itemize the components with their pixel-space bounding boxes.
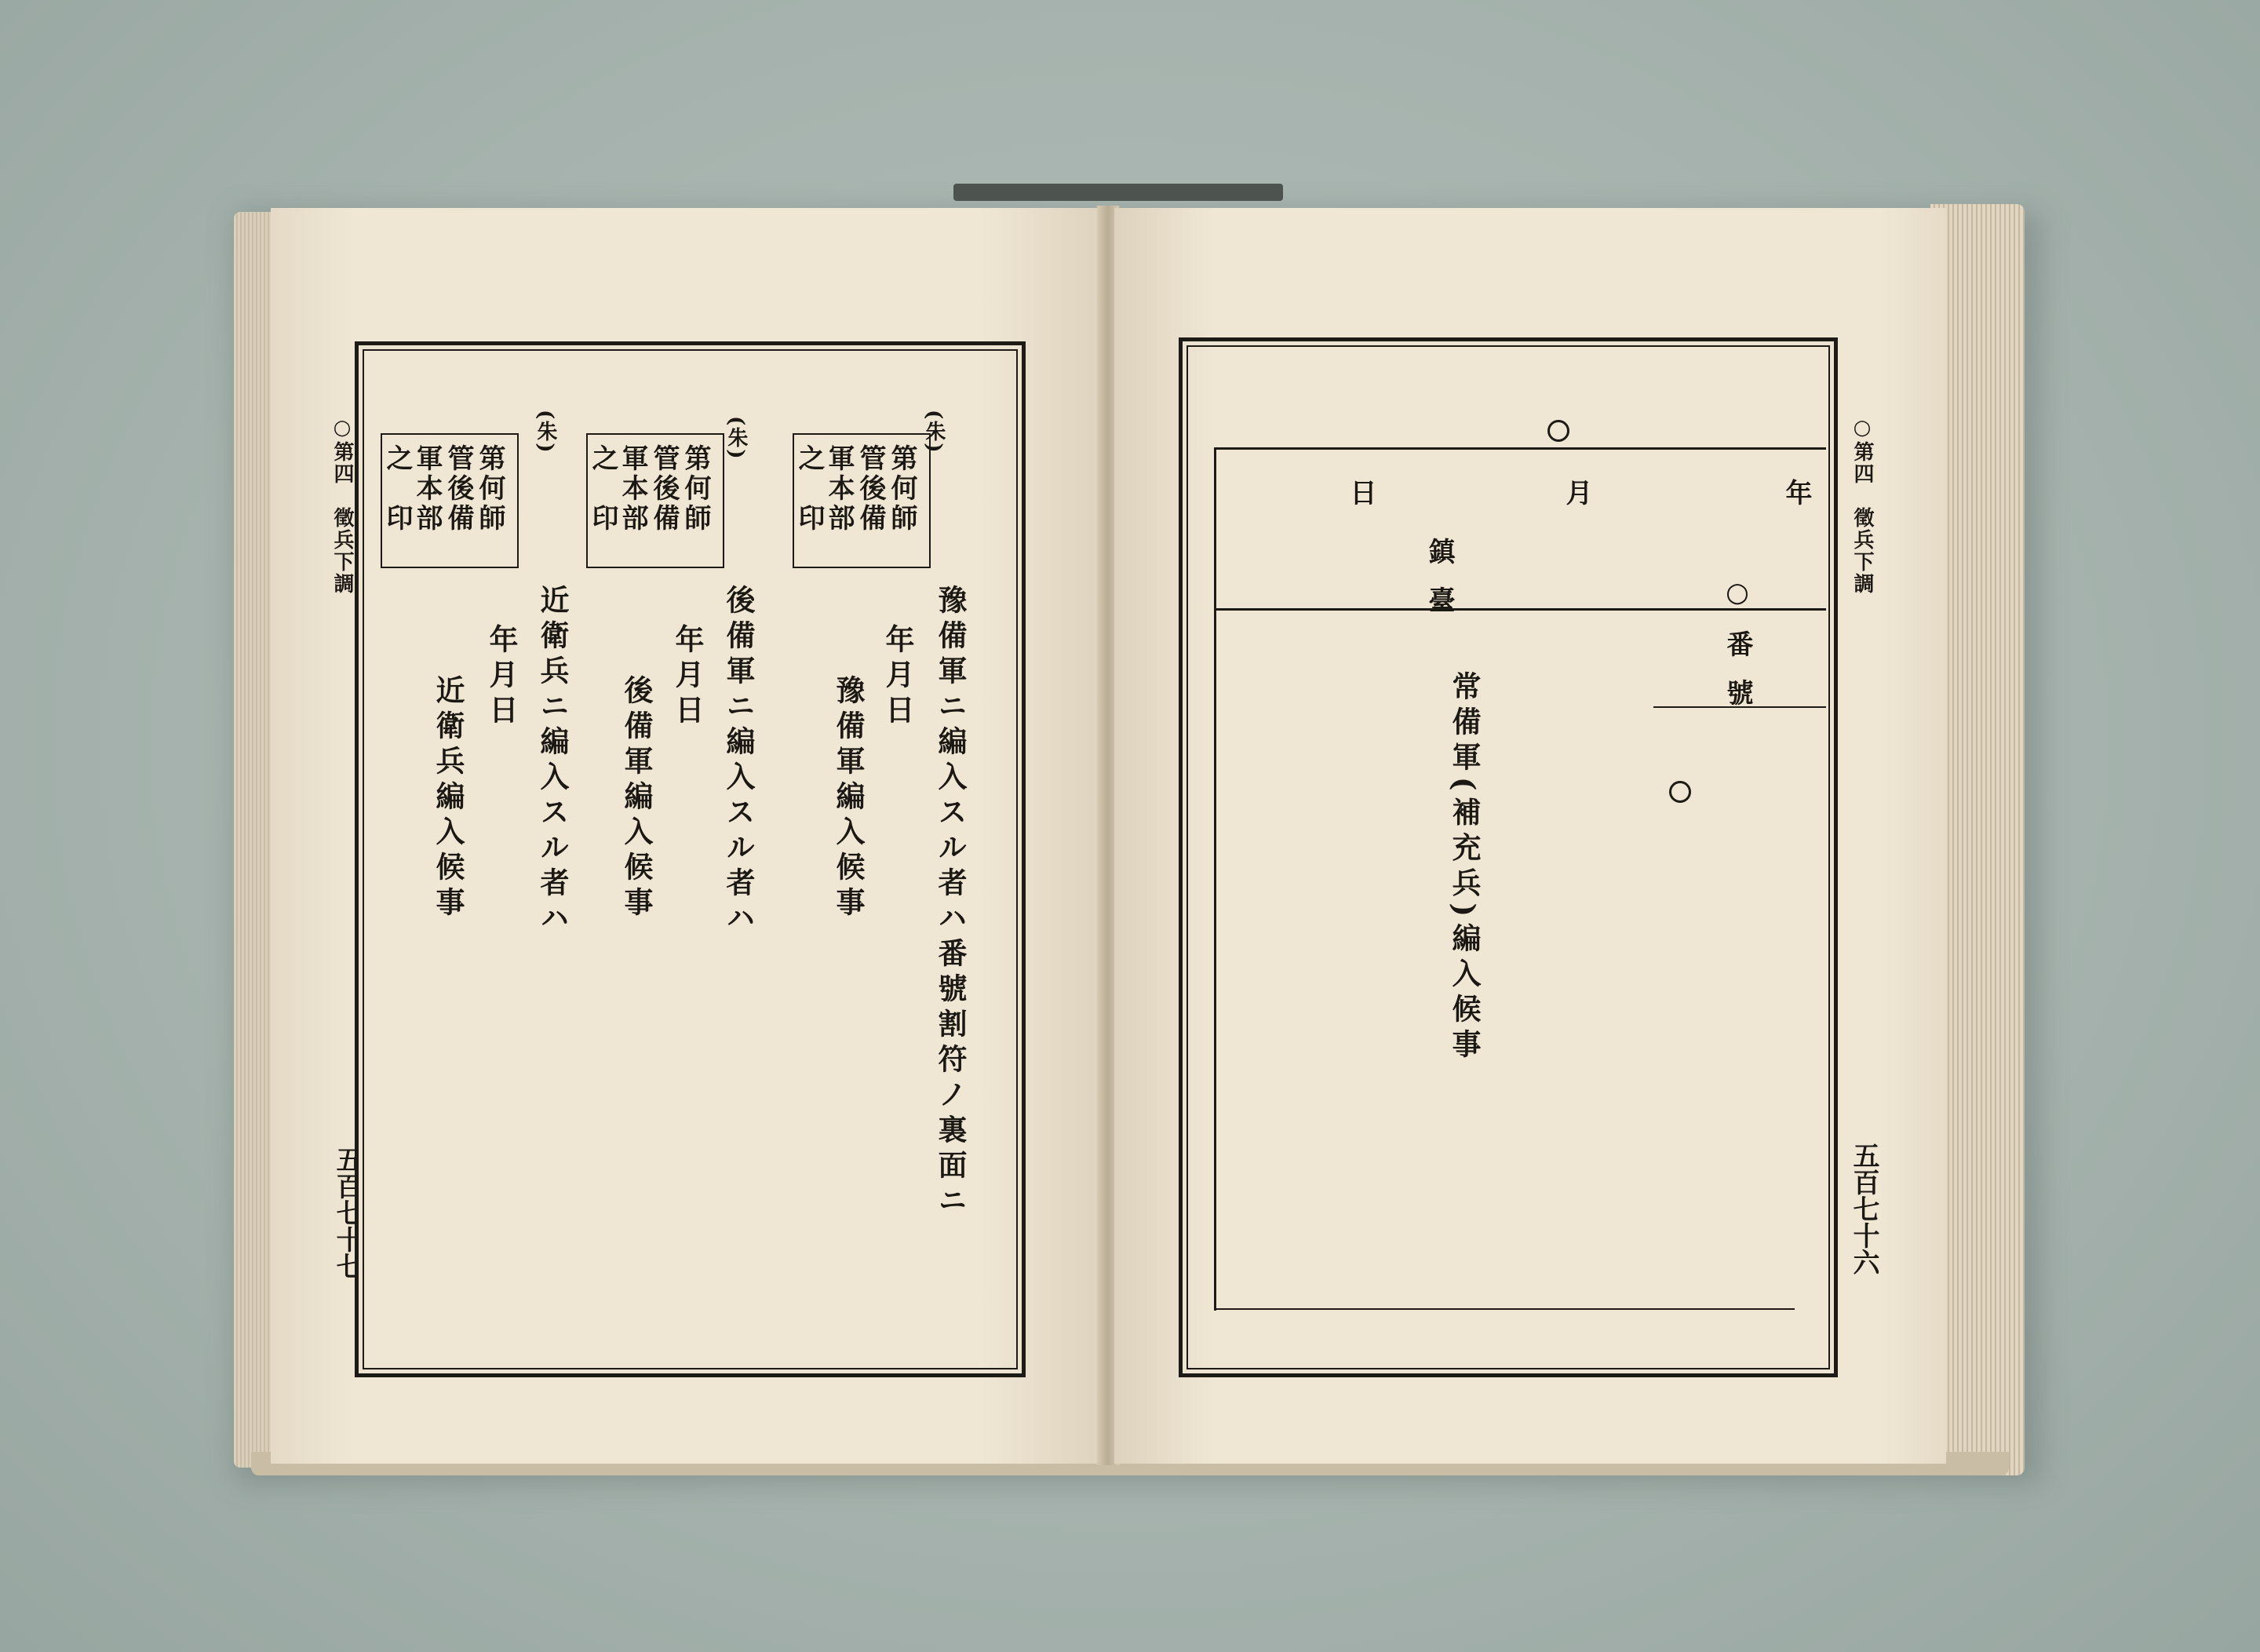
date-3: 年月日 <box>484 624 519 730</box>
header-year: 年 <box>1781 479 1812 510</box>
seal-line: 之 印 <box>381 444 413 534</box>
left-page <box>271 208 1106 1464</box>
right-body: 常備軍(補充兵)編入候事 <box>1447 671 1482 1065</box>
seal-stamp-1 <box>793 433 931 568</box>
seal-line: 第何師 <box>474 444 505 534</box>
seal-stamp-2 <box>586 433 724 568</box>
right-page-number: 五百七十六 <box>1848 1142 1879 1275</box>
seal-line: 第何師 <box>886 444 917 534</box>
seal-line: 管後備 <box>443 444 474 534</box>
body-3: 近衛兵編入候事 <box>431 675 465 922</box>
left-frame <box>355 341 1026 1377</box>
seal-line: 管後備 <box>648 444 680 534</box>
seal-line: 軍本部 <box>823 444 855 534</box>
seal-line: 第何師 <box>680 444 711 534</box>
seal-line: 軍本部 <box>411 444 443 534</box>
right-frame <box>1179 337 1838 1377</box>
left-running-head: ○第四 徵兵下調 <box>330 416 354 595</box>
left-page-number: 五百七十七 <box>331 1146 363 1279</box>
seal-line: 軍本部 <box>617 444 648 534</box>
instruction-2: 後備軍ニ編入スル者ハ <box>721 585 756 938</box>
instruction-1: 豫備軍ニ編入スル者ハ番號割符ノ裏面ニ <box>933 585 968 1220</box>
registration-circle <box>1547 420 1569 442</box>
headband <box>953 184 1283 201</box>
red-ink-note-3: (朱) <box>534 410 557 454</box>
seal-line: 管後備 <box>855 444 886 534</box>
garrison-label: 鎮臺 <box>1423 538 1455 635</box>
seal-line: 之 印 <box>587 444 618 534</box>
date-1: 年月日 <box>880 624 915 730</box>
number-label: ○番號 <box>1722 577 1753 728</box>
right-running-head: ○第四 徵兵下調 <box>1850 416 1874 595</box>
red-ink-note-2: (朱) <box>724 416 748 461</box>
seal-stamp-3 <box>381 433 519 568</box>
body-2: 後備軍編入候事 <box>619 675 654 922</box>
date-2: 年月日 <box>670 624 705 730</box>
body-1: 豫備軍編入候事 <box>831 675 866 922</box>
header-month: 月 <box>1561 479 1592 510</box>
right-page <box>1114 208 1946 1464</box>
red-ink-note-1: (朱) <box>922 410 946 454</box>
table-top-rule <box>1214 447 1826 450</box>
registration-circle <box>1669 781 1691 803</box>
header-day: 日 <box>1345 479 1376 510</box>
table-bottom-rule <box>1214 1308 1795 1310</box>
seal-line: 之 印 <box>793 444 825 534</box>
instruction-3: 近衛兵ニ編入スル者ハ <box>535 585 570 938</box>
table-left-rule <box>1214 447 1216 1311</box>
